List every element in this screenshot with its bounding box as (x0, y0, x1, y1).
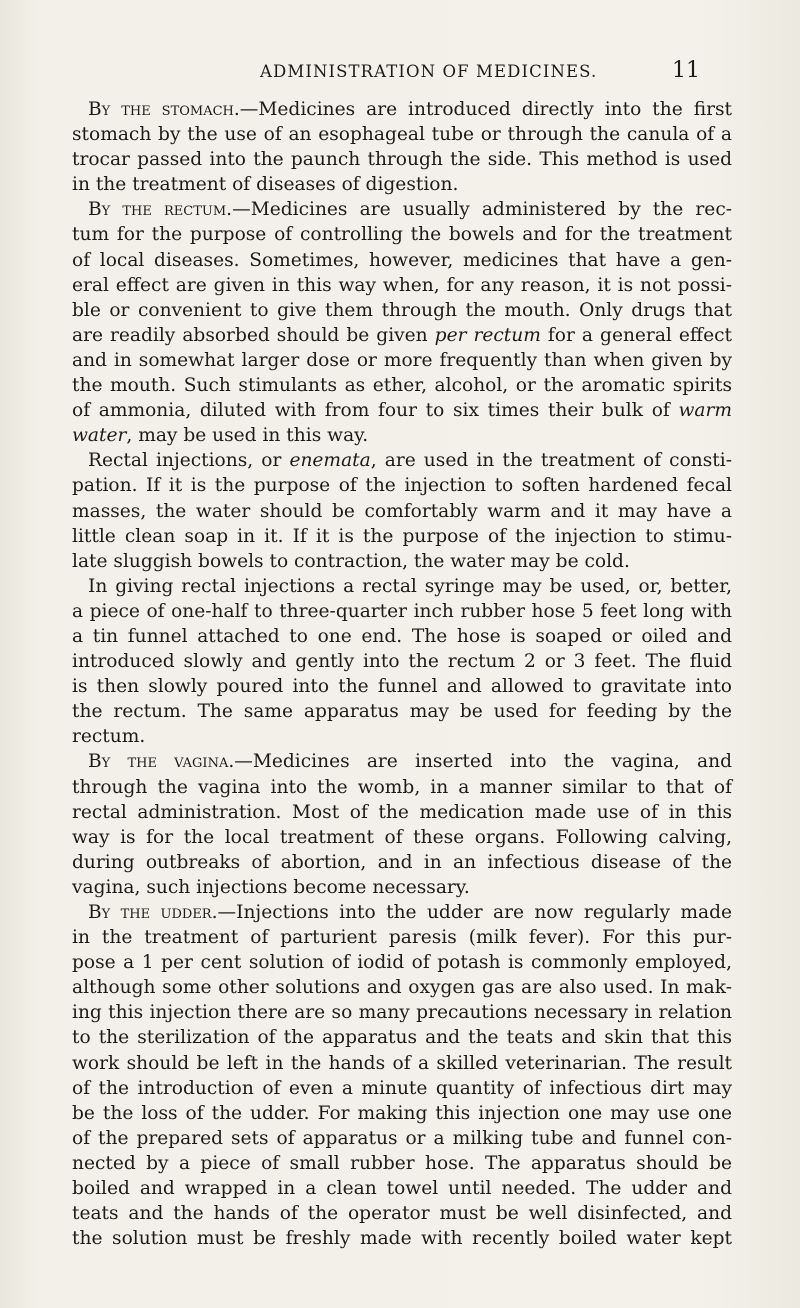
text-line (72, 749, 732, 774)
italic-term: enemata (289, 450, 371, 472)
line-text: In giving rectal injections a rectal syringe may be used, or, better, (88, 575, 732, 597)
line-text: of the introduction of even a minute quantity of infectious dirt may (72, 1077, 732, 1099)
line-text: is then slowly poured into the funnel and allowed to gravitate into (72, 676, 732, 698)
text-line (72, 222, 732, 247)
text-line (72, 197, 732, 222)
text-line (72, 800, 732, 825)
text-line (72, 825, 732, 850)
line-text: of local diseases. Sometimes, however, medicines that have a gen- (72, 249, 732, 271)
line-text: , are used in the treatment of consti- (370, 450, 732, 472)
line-text: —Medicines are usually administered by the rec- (232, 199, 733, 221)
text-line (72, 549, 732, 574)
text-line (72, 850, 732, 875)
running-title: ADMINISTRATION OF MEDICINES. (260, 62, 598, 81)
text-line (72, 875, 732, 900)
text-line (72, 97, 732, 122)
line-text: late sluggish bowels to contraction, the water may be cold. (72, 550, 630, 572)
italic-term: warm (678, 400, 732, 422)
line-text: boiled and wrapped in a clean towel until needed. The udder and (72, 1178, 732, 1200)
text-line (72, 1000, 732, 1025)
line-text: are readily absorbed should be given (72, 324, 435, 346)
text-line (72, 172, 732, 197)
text-line (72, 473, 732, 498)
line-text: a tin funnel attached to one end. The hose is soaped or oiled and (72, 625, 732, 647)
text-line (72, 1226, 732, 1251)
text-line (72, 147, 732, 172)
section-heading: By the vagina. (88, 751, 235, 773)
line-text: introduced slowly and gently into the rectum 2 or 3 feet. The fluid (72, 651, 732, 673)
line-text: to the sterilization of the apparatus and the teats and skin that this (72, 1027, 732, 1049)
line-text: be the loss of the udder. For making this injection one may use one (72, 1102, 732, 1124)
italic-term: water (72, 425, 127, 447)
line-text: in the treatment of diseases of digestion. (72, 174, 459, 196)
line-text: for a general effect (540, 324, 732, 346)
text-line (72, 574, 732, 599)
text-line (72, 348, 732, 373)
line-text: trocar passed into the paunch through the side. This method is used (72, 149, 732, 171)
line-text: the mouth. Such stimulants as ether, alcohol, or the aromatic spirits (72, 375, 732, 397)
line-text: vagina, such injections become necessary. (72, 876, 470, 898)
section-heading: By the udder. (88, 902, 218, 923)
page-number: 11 (672, 58, 700, 83)
line-text: little clean soap in it. If it is the purpose of the injection to stimu- (72, 525, 732, 547)
text-line (72, 724, 732, 749)
body-text (72, 97, 732, 1251)
text-line (72, 248, 732, 273)
text-line (72, 950, 732, 975)
line-text: a piece of one-half to three-quarter inch rubber hose 5 feet long with (72, 600, 732, 622)
line-text: rectum. (72, 726, 146, 748)
text-line (72, 1126, 732, 1151)
line-text: in the treatment of parturient paresis (milk fever). For this pur- (72, 927, 732, 949)
line-text: ing this injection there are so many precautions necessary in relation (72, 1002, 732, 1024)
text-line (72, 373, 732, 398)
line-text: stomach by the use of an esophageal tube or through the canula of a (72, 124, 732, 146)
text-line (72, 699, 732, 724)
line-text: work should be left in the hands of a skilled veterinarian. The result (72, 1052, 732, 1074)
line-text: , may be used in this way. (126, 425, 369, 447)
line-text: through the vagina into the womb, in a manner similar to that of (72, 776, 732, 798)
line-text: of the prepared sets of apparatus or a milking tube and funnel con- (72, 1127, 732, 1149)
section-heading: By the rectum. (88, 199, 233, 221)
line-text: pose a 1 per cent solution of iodid of potash is commonly employed, (72, 952, 732, 974)
text-line (72, 900, 732, 925)
line-text: tum for the purpose of controlling the bowels and for the treatment (72, 224, 732, 246)
line-text: masses, the water should be comfortably warm and it may have a (72, 500, 732, 522)
running-head (0, 58, 800, 92)
text-line (72, 1101, 732, 1126)
text-line (72, 925, 732, 950)
line-text: pation. If it is the purpose of the injection to soften hardened fecal (72, 475, 732, 497)
section-heading: By the stomach. (88, 99, 240, 120)
text-line (72, 775, 732, 800)
line-text: teats and the hands of the operator must be well disinfected, and (72, 1203, 732, 1225)
line-text: the rectum. The same apparatus may be used for feeding by the (72, 701, 732, 723)
text-line (72, 499, 732, 524)
text-line (72, 448, 732, 473)
line-text: the solution must be freshly made with recently boiled water kept (72, 1228, 732, 1250)
text-line (72, 624, 732, 649)
text-line (72, 323, 732, 348)
line-text: of ammonia, diluted with from four to six times their bulk of (72, 400, 679, 422)
text-line (72, 1025, 732, 1050)
text-line (72, 423, 732, 448)
line-text: Rectal injections, or (88, 450, 290, 472)
text-line (72, 122, 732, 147)
text-line (72, 674, 732, 699)
line-text: —Medicines are introduced directly into the first (239, 99, 732, 120)
line-text: and in somewhat larger dose or more frequently than when given by (72, 349, 732, 371)
text-line (72, 524, 732, 549)
line-text: way is for the local treatment of these organs. Following calving, (72, 826, 732, 848)
text-line (72, 398, 732, 423)
text-line (72, 1201, 732, 1226)
text-line (72, 1176, 732, 1201)
line-text: ble or convenient to give them through the mouth. Only drugs that (72, 299, 732, 321)
line-text: rectal administration. Most of the medication made use of in this (72, 801, 732, 823)
text-line (72, 975, 732, 1000)
italic-term: per rectum (434, 324, 541, 346)
text-line (72, 1151, 732, 1176)
text-line (72, 1076, 732, 1101)
line-text: —Medicines are inserted into the vagina, and (234, 751, 732, 773)
line-text: during outbreaks of abortion, and in an infectious disease of the (72, 851, 732, 873)
text-line (72, 649, 732, 674)
line-text: —Injections into the udder are now regularly made (217, 902, 732, 923)
line-text: although some other solutions and oxygen gas are also used. In mak- (72, 977, 732, 999)
text-line (72, 1051, 732, 1076)
text-line (72, 298, 732, 323)
text-line (72, 273, 732, 298)
line-text: nected by a piece of small rubber hose. The apparatus should be (72, 1152, 732, 1174)
text-line (72, 599, 732, 624)
line-text: eral effect are given in this way when, for any reason, it is not possi- (72, 274, 732, 296)
